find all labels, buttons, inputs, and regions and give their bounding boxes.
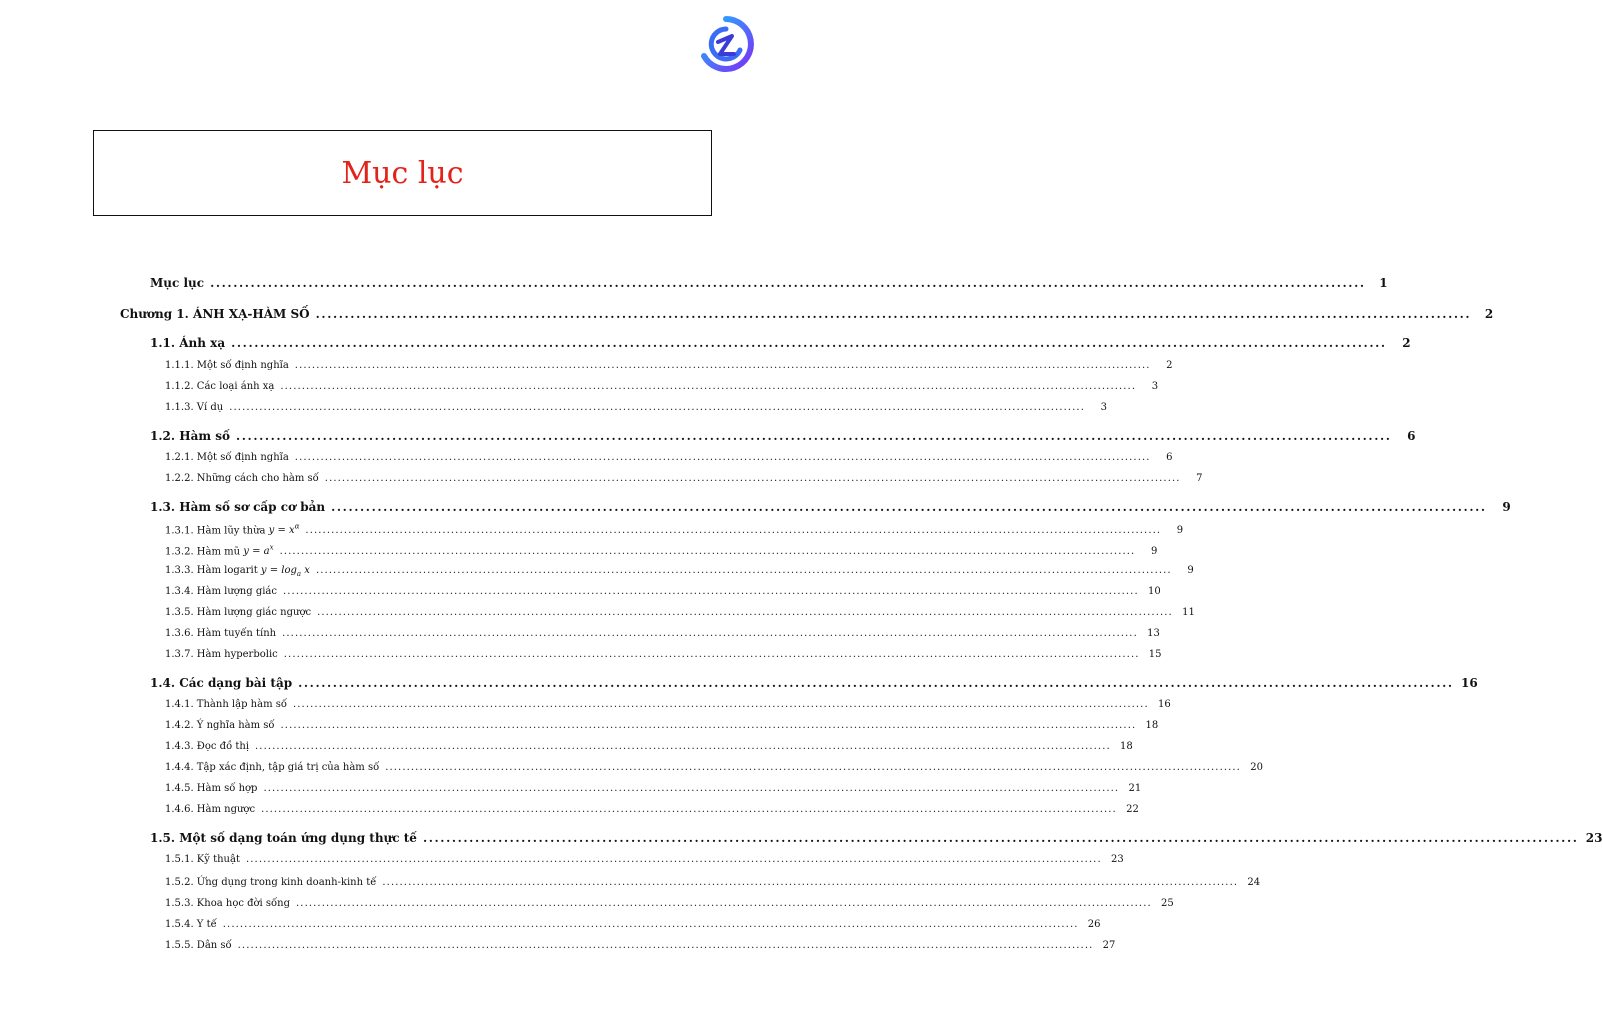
toc-entry[interactable] (150, 500, 1511, 514)
toc-entry[interactable] (165, 940, 1116, 951)
toc-entry-label: 1.1.3. Ví dụ (165, 402, 224, 413)
toc-entry-page: 6 (1166, 452, 1173, 463)
toc-entry[interactable] (165, 360, 1173, 371)
toc-entry[interactable] (150, 429, 1416, 443)
toc-entry-page: 9 (1150, 546, 1158, 558)
toc-entry-label: 1.5.4. Y tế (165, 919, 217, 930)
toc-entry[interactable] (165, 699, 1171, 710)
toc-entry-label: 1.3. Hàm số sơ cấp cơ bản (150, 500, 326, 514)
toc-entry-label: 1.4.4. Tập xác định, tập giá trị của hàm số (165, 762, 380, 773)
toc-entry[interactable] (165, 565, 1194, 578)
toc-entry-label: Chương 1. ÁNH XẠ-HÀM SỐ (120, 307, 310, 321)
toc-entry[interactable] (150, 336, 1411, 350)
toc-entry[interactable] (165, 804, 1139, 815)
toc-entry-page: 27 (1102, 940, 1116, 951)
toc-entry-label: 1.5.3. Khoa học đời sống (165, 898, 291, 909)
toc-entry[interactable] (165, 607, 1195, 618)
dot-leader: ........................................................................................................................................................................................................ (282, 628, 1138, 639)
toc-entry-label: 1.4.2. Ý nghĩa hàm số (165, 720, 275, 731)
dot-leader: ........................................................................................................................................................................................................ (229, 402, 1085, 413)
dot-leader: ........................................................................................................................................................................................................ (245, 854, 1102, 865)
dot-leader: ........................................................................................................................................................................................................ (324, 473, 1181, 484)
dot-leader: ........................................................................................................................................................................................................ (305, 525, 1162, 537)
page-title: Mục lục (341, 155, 464, 191)
toc-entry-page: 26 (1087, 919, 1101, 930)
toc-entry-page: 23 (1111, 854, 1124, 865)
dot-leader: ........................................................................................................................................................................................................ (283, 649, 1140, 660)
toc-entry-label: 1.5.2. Ứng dụng trong kinh doanh-kinh tế (165, 877, 377, 888)
toc-entry-page: 9 (1176, 525, 1184, 537)
toc-entry[interactable] (150, 676, 1478, 690)
dot-leader: ........................................................................................................................................................................................................ (294, 360, 1151, 371)
toc-entry[interactable] (150, 276, 1388, 290)
dot-leader: ........................................................................................................................................................................................................ (331, 500, 1487, 514)
dot-leader: ........................................................................................................................................................................................................ (293, 699, 1149, 710)
toc-entry-label: 1.1.1. Một số định nghĩa (165, 360, 289, 371)
toc-entry-label: 1.3.4. Hàm lượng giác (165, 586, 277, 597)
toc-entry-label: 1.4. Các dạng bài tập (150, 676, 293, 690)
toc-entry-label: 1.3.5. Hàm lượng giác ngược (165, 607, 312, 618)
toc-entry-label: 1.2.2. Những cách cho hàm số (165, 473, 319, 484)
toc-entry-label: 1.4.3. Đọc đồ thị (165, 741, 250, 752)
toc-entry[interactable] (165, 762, 1263, 773)
toc-entry-page: 3 (1100, 402, 1107, 413)
dot-leader: ........................................................................................................................................................................................................ (235, 429, 1392, 443)
toc-entry[interactable] (165, 783, 1142, 794)
toc-entry[interactable] (165, 544, 1158, 558)
toc-entry-page: 22 (1126, 804, 1139, 815)
dot-leader: ........................................................................................................................................................................................................ (296, 898, 1152, 909)
toc-entry[interactable] (165, 452, 1173, 463)
toc-entry-page: 24 (1247, 877, 1261, 888)
toc-entry-page: 2 (1166, 360, 1173, 371)
toc-entry[interactable] (165, 898, 1174, 909)
toc-entry-page: 25 (1161, 898, 1174, 909)
toc-entry[interactable] (165, 628, 1160, 639)
toc-entry[interactable] (165, 877, 1261, 888)
toc-entry[interactable] (165, 402, 1107, 413)
dot-leader: ........................................................................................................................................................................................................ (210, 276, 1366, 290)
brand-logo-icon (696, 14, 756, 74)
toc-entry-label: 1.2.1. Một số định nghĩa (165, 452, 289, 463)
toc-entry-page: 2 (1402, 336, 1411, 350)
toc-entry-page: 11 (1182, 607, 1195, 618)
toc-entry-page: 6 (1407, 429, 1416, 443)
toc-entry-label: 1.3.7. Hàm hyperbolic (165, 649, 278, 660)
toc-entry[interactable] (150, 831, 1603, 845)
toc-entry-page: 16 (1460, 676, 1478, 690)
dot-leader: ........................................................................................................................................................................................................ (263, 783, 1120, 794)
toc-entry[interactable] (165, 523, 1184, 537)
dot-leader: ........................................................................................................................................................................................................ (279, 546, 1136, 558)
dot-leader: ........................................................................................................................................................................................................ (280, 720, 1137, 731)
toc-entry[interactable] (165, 473, 1203, 484)
dot-leader: ........................................................................................................................................................................................................ (315, 565, 1172, 576)
toc-entry-page: 20 (1250, 762, 1263, 773)
toc-entry-label: 1.5.5. Dân số (165, 940, 232, 951)
toc-entry-page: 9 (1502, 500, 1511, 514)
toc-entry-label: 1.3.3. Hàm logarit $y = \log_a x$ (165, 565, 310, 578)
toc-entry[interactable] (165, 586, 1161, 597)
toc-entry-label: 1.4.5. Hàm số hợp (165, 783, 258, 794)
toc-entry-page: 18 (1145, 720, 1159, 731)
toc-entry-label: Mục lục (150, 276, 205, 290)
toc-entry-label: 1.3.2. Hàm mũ $y = a^x$ (165, 544, 274, 558)
dot-leader: ........................................................................................................................................................................................................ (283, 586, 1139, 597)
dot-leader: ........................................................................................................................................................................................................ (231, 336, 1387, 350)
dot-leader: ........................................................................................................................................................................................................ (382, 877, 1239, 888)
toc-entry-page: 1 (1379, 276, 1388, 290)
toc-entry-page: 18 (1120, 741, 1133, 752)
dot-leader: ........................................................................................................................................................................................................ (237, 940, 1094, 951)
toc-entry-label: 1.3.1. Hàm lũy thừa $y = x^\alpha$ (165, 523, 300, 537)
toc-entry-page: 13 (1147, 628, 1160, 639)
dot-leader: ........................................................................................................................................................................................................ (255, 741, 1111, 752)
toc-entry[interactable] (165, 381, 1159, 392)
toc-entry-page: 3 (1151, 381, 1159, 392)
toc-entry-label: 1.2. Hàm số (150, 429, 230, 443)
dot-leader: ........................................................................................................................................................................................................ (298, 676, 1454, 690)
toc-entry-page: 16 (1158, 699, 1171, 710)
toc-entry[interactable] (120, 307, 1494, 321)
toc-entry-page: 9 (1187, 565, 1194, 576)
dot-leader: ........................................................................................................................................................................................................ (280, 381, 1137, 392)
toc-entry[interactable] (165, 919, 1101, 930)
dot-leader: ........................................................................................................................................................................................................ (261, 804, 1117, 815)
toc-entry-page: 15 (1148, 649, 1162, 660)
toc-entry[interactable] (165, 649, 1162, 660)
toc-entry-label: 1.1. Ánh xạ (150, 336, 226, 350)
toc-entry-label: 1.4.6. Hàm ngược (165, 804, 256, 815)
toc-entry[interactable] (165, 720, 1159, 731)
toc-entry-page: 2 (1484, 307, 1494, 321)
dot-leader: ........................................................................................................................................................................................................ (422, 831, 1579, 845)
toc-entry-page: 21 (1128, 783, 1142, 794)
toc-entry-page: 7 (1196, 473, 1203, 484)
toc-entry-label: 1.4.1. Thành lập hàm số (165, 699, 287, 710)
toc-entry[interactable] (165, 741, 1133, 752)
toc-entry-label: 1.3.6. Hàm tuyến tính (165, 628, 277, 639)
toc-entry-label: 1.1.2. Các loại ánh xạ (165, 381, 275, 392)
dot-leader: ........................................................................................................................................................................................................ (385, 762, 1241, 773)
toc-entry-label: 1.5. Một số dạng toán ứng dụng thực tế (150, 831, 417, 845)
dot-leader: ........................................................................................................................................................................................................ (315, 307, 1472, 321)
title-box (93, 130, 712, 216)
toc-entry[interactable] (165, 854, 1124, 865)
dot-leader: ........................................................................................................................................................................................................ (317, 607, 1173, 618)
toc-entry-page: 10 (1148, 586, 1161, 597)
toc-entry-label: 1.5.1. Kỹ thuật (165, 854, 240, 865)
dot-leader: ........................................................................................................................................................................................................ (222, 919, 1079, 930)
toc-entry-page: 23 (1585, 831, 1603, 845)
dot-leader: ........................................................................................................................................................................................................ (294, 452, 1151, 463)
